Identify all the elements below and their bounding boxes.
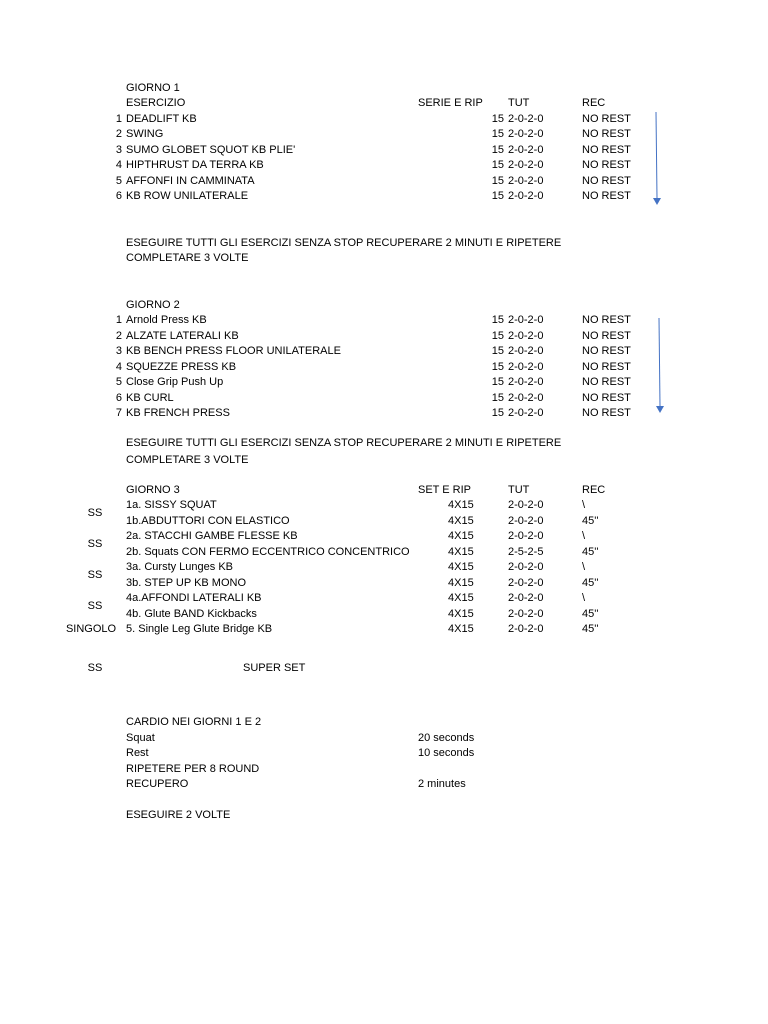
cardio-row [0,777,768,792]
day1-title-row [0,81,768,96]
day3-row [0,529,768,544]
tut: 2-0-2-0 [508,623,544,635]
sets: 4X15 [448,623,474,635]
rec: NO REST [582,128,631,140]
rec: NO REST [582,330,631,342]
exercise-name: AFFONFI IN CAMMINATA [126,175,255,187]
superset-label: SS [87,600,103,612]
tut: 2-0-2-0 [508,592,544,604]
sets: 4X15 [448,608,474,620]
reps: 15 [491,128,504,140]
cardio-final: ESEGUIRE 2 VOLTE [126,809,231,821]
day1-note-row [0,236,768,251]
cardio-label: Rest [126,747,149,759]
day1-instruction: ESEGUIRE TUTTI GLI ESERCIZI SENZA STOP RECUPERARE 2 MINUTI E RIPETERE [126,237,562,249]
row-number: 1 [115,314,122,326]
tut: 2-0-2-0 [508,407,544,419]
day1-repeat-note: COMPLETARE 3 VOLTE [126,252,249,264]
reps: 15 [491,330,504,342]
cardio-final-row [0,808,768,823]
exercise-name: 3a. Cursty Lunges KB [126,561,234,573]
rec: NO REST [582,159,631,171]
day2-instruction: ESEGUIRE TUTTI GLI ESERCIZI SENZA STOP RECUPERARE 2 MINUTI E RIPETERE [126,437,562,449]
row-number: 1 [115,113,122,125]
down-arrow-icon [653,316,667,416]
sets: 4X15 [448,577,474,589]
rec: NO REST [582,361,631,373]
superset-label: SS [87,507,103,519]
sets: 4X15 [448,546,474,558]
exercise-name: 2b. Squats CON FERMO ECCENTRICO CONCENTRICO [126,546,410,558]
tut: 2-0-2-0 [508,376,544,388]
rec: NO REST [582,314,631,326]
row-number: 6 [115,392,122,404]
exercise-name: KB FRENCH PRESS [126,407,230,419]
day3-row [0,622,768,637]
row-number: 7 [115,407,122,419]
legend-abbr: SS [87,662,103,674]
cardio-value: 10 seconds [418,747,475,759]
day3-row [0,576,768,591]
rec: \ [582,592,586,604]
rec: NO REST [582,376,631,388]
rec: 45'' [582,546,599,558]
day3-row [0,607,768,622]
exercise-name: KB BENCH PRESS FLOOR UNILATERALE [126,345,341,357]
row-number: 2 [115,128,122,140]
rec: 45'' [582,623,599,635]
row-number: 5 [115,376,122,388]
rec: NO REST [582,113,631,125]
reps: 15 [491,407,504,419]
exercise-name: DEADLIFT KB [126,113,197,125]
cardio-row [0,731,768,746]
exercise-name: ALZATE LATERALI KB [126,330,239,342]
cardio-row [0,746,768,761]
rec: 45'' [582,577,599,589]
day1-header-tut: TUT [508,97,530,109]
tut: 2-0-2-0 [508,530,544,542]
row-number: 2 [115,330,122,342]
rec: NO REST [582,345,631,357]
tut: 2-0-2-0 [508,314,544,326]
day1-note-row [0,251,768,266]
down-arrow-icon [650,110,664,208]
reps: 15 [491,144,504,156]
reps: 15 [491,361,504,373]
sets: 4X15 [448,515,474,527]
tut: 2-0-2-0 [508,515,544,527]
row-number: 3 [115,345,122,357]
day2-note-row [0,436,768,451]
cardio-row [0,762,768,777]
exercise-name: 4b. Glute BAND Kickbacks [126,608,257,620]
cardio-label: RIPETERE PER 8 ROUND [126,763,260,775]
exercise-name: KB CURL [126,392,174,404]
reps: 15 [491,314,504,326]
rec: NO REST [582,190,631,202]
day3-title: GIORNO 3 [126,484,180,496]
day1-title: GIORNO 1 [126,82,180,94]
rec: \ [582,499,586,511]
day2-title-row [0,298,768,313]
rec: NO REST [582,407,631,419]
rec: NO REST [582,175,631,187]
row-number: 6 [115,190,122,202]
single-label: SINGOLO [65,623,117,635]
cardio-title-row [0,715,768,730]
exercise-name: Arnold Press KB [126,314,207,326]
tut: 2-0-2-0 [508,392,544,404]
legend-row [0,661,768,676]
reps: 15 [491,392,504,404]
legend-meaning: SUPER SET [243,662,306,674]
superset-label: SS [87,569,103,581]
tut: 2-0-2-0 [508,361,544,373]
exercise-name: Close Grip Push Up [126,376,224,388]
tut: 2-0-2-0 [508,190,544,202]
rec: NO REST [582,144,631,156]
row-number: 4 [115,159,122,171]
reps: 15 [491,190,504,202]
rec: 45'' [582,608,599,620]
exercise-name: KB ROW UNILATERALE [126,190,249,202]
cardio-value: 20 seconds [418,732,475,744]
sets: 4X15 [448,530,474,542]
tut: 2-0-2-0 [508,159,544,171]
day2-title: GIORNO 2 [126,299,180,311]
reps: 15 [491,159,504,171]
row-number: 5 [115,175,122,187]
reps: 15 [491,345,504,357]
exercise-name: SWING [126,128,164,140]
superset-label: SS [87,538,103,550]
day3-header-rec: REC [582,484,606,496]
reps: 15 [491,113,504,125]
day3-row [0,514,768,529]
rec: \ [582,530,586,542]
cardio-label: Squat [126,732,155,744]
exercise-name: 4a.AFFONDI LATERALI KB [126,592,262,604]
day1-header-row [0,96,768,111]
day2-repeat-note: COMPLETARE 3 VOLTE [126,454,249,466]
day3-row [0,545,768,560]
tut: 2-0-2-0 [508,144,544,156]
row-number: 3 [115,144,122,156]
exercise-name: 1a. SISSY SQUAT [126,499,217,511]
exercise-name: 2a. STACCHI GAMBE FLESSE KB [126,530,298,542]
tut: 2-0-2-0 [508,608,544,620]
tut: 2-5-2-5 [508,546,544,558]
rec: 45'' [582,515,599,527]
tut: 2-0-2-0 [508,499,544,511]
exercise-name: 3b. STEP UP KB MONO [126,577,247,589]
cardio-value: 2 minutes [418,778,466,790]
sets: 4X15 [448,499,474,511]
tut: 2-0-2-0 [508,345,544,357]
day1-header-rec: REC [582,97,606,109]
cardio-title: CARDIO NEI GIORNI 1 E 2 [126,716,262,728]
rec: \ [582,561,586,573]
exercise-name: SQUEZZE PRESS KB [126,361,237,373]
exercise-name: 5. Single Leg Glute Bridge KB [126,623,273,635]
tut: 2-0-2-0 [508,561,544,573]
day3-row [0,591,768,606]
row-number: 4 [115,361,122,373]
day3-header-tut: TUT [508,484,530,496]
tut: 2-0-2-0 [508,577,544,589]
tut: 2-0-2-0 [508,128,544,140]
day2-note-row [0,453,768,468]
day1-header-exercise: ESERCIZIO [126,97,186,109]
reps: 15 [491,376,504,388]
tut: 2-0-2-0 [508,175,544,187]
day1-header-sets: SERIE E RIP [418,97,483,109]
sets: 4X15 [448,561,474,573]
tut: 2-0-2-0 [508,113,544,125]
exercise-name: 1b.ABDUTTORI CON ELASTICO [126,515,290,527]
tut: 2-0-2-0 [508,330,544,342]
day3-header-sets: SET E RIP [418,484,471,496]
exercise-name: SUMO GLOBET SQUOT KB PLIE' [126,144,296,156]
day3-row [0,560,768,575]
sets: 4X15 [448,592,474,604]
day3-row [0,498,768,513]
day3-header-row [0,483,768,498]
rec: NO REST [582,392,631,404]
cardio-label: RECUPERO [126,778,189,790]
reps: 15 [491,175,504,187]
exercise-name: HIPTHRUST DA TERRA KB [126,159,264,171]
